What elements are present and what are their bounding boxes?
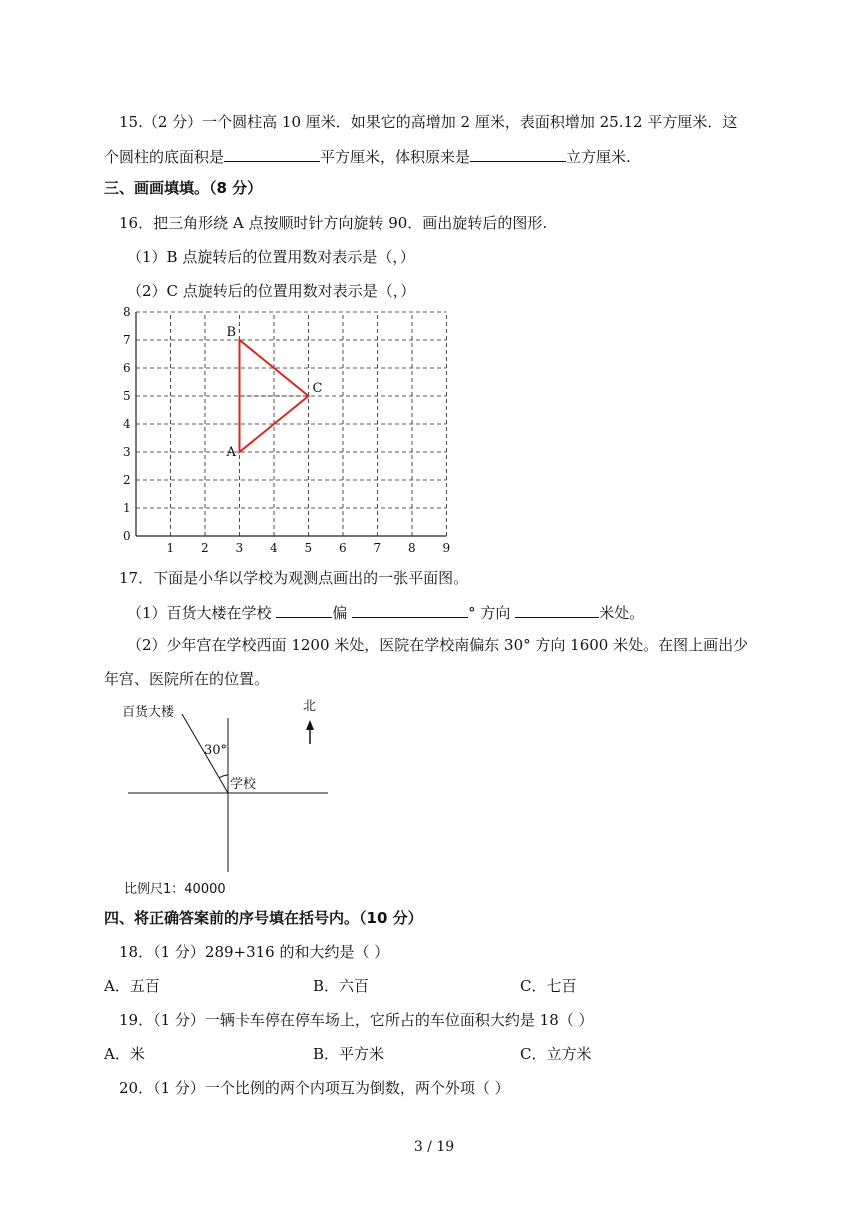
q17-stem: 17．下面是小华以学校为观测点画出的一张平面图。: [119, 569, 469, 587]
q18-option-a[interactable]: A．五百: [104, 977, 160, 995]
q19-stem: 19．（1 分）一辆卡车停在停车场上，它所占的车位面积大约是 18（ ）: [119, 1011, 594, 1029]
q15-text-c: 立方厘米.: [566, 148, 631, 166]
map-angle-label: 30°: [204, 743, 228, 758]
q15-text-a: 个圆柱的底面积是: [104, 148, 225, 166]
y-tick-label: 1: [123, 501, 131, 515]
north-arrow-icon: [306, 720, 314, 730]
x-tick-label: 7: [373, 541, 382, 555]
q17-blank-direction[interactable]: [276, 601, 332, 618]
point-label-a: A: [226, 445, 236, 460]
q16-sub2: （2）C 点旋转后的位置用数对表示是（，）: [127, 282, 416, 300]
x-tick-label: 2: [201, 541, 209, 555]
direction-map: [120, 700, 360, 890]
section3-title: 三、画画填填。（8 分）: [104, 179, 263, 197]
coordinate-grid: [118, 305, 458, 555]
y-tick-label: 0: [123, 529, 131, 543]
x-tick-label: 6: [339, 541, 347, 555]
y-tick-label: 4: [123, 417, 131, 431]
x-tick-label: 5: [304, 541, 313, 555]
q17-blank-distance[interactable]: [515, 601, 599, 618]
q19-option-b[interactable]: B．平方米: [313, 1045, 385, 1063]
q19-option-a[interactable]: A．米: [104, 1045, 145, 1063]
page-number: 3 / 19: [413, 1139, 455, 1155]
map-school-label: 学校: [230, 777, 257, 792]
x-tick-label: 3: [235, 541, 244, 555]
q17-sub2-line2: 年宫、医院所在的位置。: [104, 670, 270, 688]
point-label-c: C: [312, 381, 323, 396]
q15-line1: 15.（2 分）一个圆柱高 10 厘米．如果它的高增加 2 厘米，表面积增加 25.12 平方厘米．这: [119, 113, 738, 131]
point-label-b: B: [226, 325, 237, 340]
q19-option-c[interactable]: C．立方米: [520, 1045, 592, 1063]
q18-stem: 18．（1 分）289+316 的和大约是（ ）: [119, 943, 390, 961]
q18-option-c[interactable]: C．七百: [520, 977, 577, 995]
y-tick-label: 6: [123, 361, 131, 375]
y-tick-label: 7: [123, 333, 131, 347]
q15-text-b: 平方厘米，体积原来是: [320, 148, 471, 166]
q16-stem: 16．把三角形绕 A 点按顺时针方向旋转 90．画出旋转后的图形.: [119, 214, 548, 232]
q17-sub1-text-a: （1）百货大楼在学校: [127, 604, 272, 622]
y-tick-label: 3: [123, 445, 131, 459]
q17-sub2-line1: （2）少年宫在学校西面 1200 米处，医院在学校南偏东 30° 方向 1600 米处。在图上画出少: [127, 636, 749, 654]
section4-title: 四、将正确答案前的序号填在括号内。（10 分）: [104, 909, 423, 927]
q20-stem: 20．（1 分）一个比例的两个内项互为倒数，两个外项（ ）: [119, 1079, 510, 1097]
q17-sub1: [127, 601, 644, 623]
q17-sub1-text-c: ° 方向: [468, 604, 511, 622]
y-tick-label: 8: [123, 305, 131, 319]
q18-option-b[interactable]: B．六百: [313, 977, 370, 995]
x-tick-label: 4: [270, 541, 278, 555]
q15-blank-base-area[interactable]: [224, 145, 320, 162]
y-tick-label: 5: [123, 389, 131, 403]
y-tick-label: 2: [123, 473, 131, 487]
q16-sub1: （1）B 点旋转后的位置用数对表示是（，）: [127, 248, 415, 266]
q17-sub1-text-b: 偏: [332, 604, 348, 622]
q15-line2: [104, 145, 631, 167]
q17-sub1-text-d: 米处。: [599, 604, 645, 622]
map-angle-arc: [219, 775, 228, 778]
x-tick-label: 1: [166, 541, 175, 555]
map-north-label: 北: [303, 699, 317, 714]
x-tick-label: 9: [442, 541, 451, 555]
q15-blank-volume[interactable]: [470, 145, 566, 162]
map-building-label: 百货大楼: [122, 705, 175, 720]
map-scale-label: 比例尺1：40000: [124, 882, 226, 897]
x-tick-label: 8: [408, 541, 416, 555]
q17-blank-degree[interactable]: [352, 601, 468, 618]
